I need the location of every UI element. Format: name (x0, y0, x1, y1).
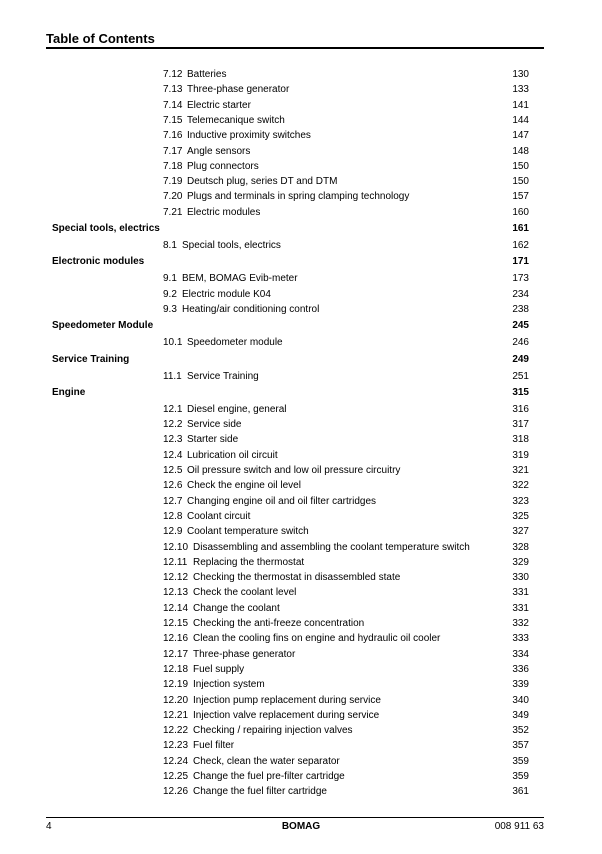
toc-entry-number: 9.2 (163, 288, 177, 300)
toc-entry[interactable] (0, 160, 602, 174)
toc-page-number: 333 (512, 633, 529, 645)
toc-chapter-title: Electronic modules (52, 256, 145, 268)
toc-entry-number: 11.1 (163, 370, 182, 382)
toc-entry-title: Clean the cooling fins on engine and hydraulic oil cooler (193, 633, 441, 645)
toc-entry-number: 7.17 (163, 145, 183, 157)
toc-page-number: 148 (512, 145, 529, 157)
toc-entry-title: Change the fuel pre-filter cartridge (193, 771, 345, 782)
toc-entry[interactable] (0, 303, 602, 317)
toc-entry-title: Replacing the thermostat (193, 556, 305, 568)
toc-entry-number: 9.3 (163, 303, 177, 315)
toc-entry-number: 12.10 (163, 541, 189, 553)
toc-page-number: 246 (512, 337, 529, 349)
toc-entry-title: Check the engine oil level (187, 480, 301, 492)
toc-entry-number: 7.12 (163, 69, 183, 80)
toc-entry[interactable] (0, 479, 602, 493)
toc-page-number: 334 (512, 648, 529, 660)
toc-entry-number: 7.16 (163, 130, 183, 142)
toc-entry-number: 12.13 (163, 587, 189, 599)
toc-page-number: 323 (512, 495, 529, 507)
toc-entry-number: 12.19 (163, 679, 189, 691)
toc-entry-title: Disassembling and assembling the coolant temperature switch (193, 541, 470, 553)
toc-entry-number: 12.7 (163, 495, 183, 507)
toc-entry[interactable] (0, 678, 602, 692)
toc-entry-number: 7.21 (163, 206, 183, 218)
toc-page-number: 327 (512, 526, 529, 538)
toc-entry[interactable] (0, 68, 602, 82)
toc-entry-title: Lubrication oil circuit (187, 449, 278, 461)
toc-entry-number: 12.9 (163, 526, 183, 538)
toc-entry[interactable] (0, 739, 602, 753)
toc-entry-number: 9.1 (163, 273, 177, 285)
toc-entry[interactable] (0, 83, 602, 97)
toc-entry-number: 7.18 (163, 160, 183, 172)
toc-page-number: 318 (512, 434, 529, 446)
toc-entry-title: Three-phase generator (187, 84, 290, 96)
toc-entry-title: Coolant temperature switch (187, 526, 309, 538)
toc-page-number: 332 (512, 618, 529, 629)
toc-page-number: 339 (512, 679, 529, 691)
toc-page-number: 150 (512, 176, 529, 188)
toc-entry[interactable] (0, 175, 602, 189)
toc-entry-number: 12.26 (163, 786, 189, 798)
toc-entry[interactable] (0, 663, 602, 677)
toc-entry[interactable] (0, 418, 602, 432)
toc-chapter[interactable] (0, 386, 602, 400)
toc-entry-title: Three-phase generator (193, 648, 296, 660)
toc-entry-number: 12.17 (163, 648, 189, 660)
toc-page-number: 238 (512, 303, 529, 315)
toc-page-number: 357 (512, 740, 529, 752)
toc-entry[interactable] (0, 206, 602, 220)
toc-entry-title: Fuel filter (193, 740, 235, 752)
toc-entry-title: Oil pressure switch and low oil pressure circuitry (187, 465, 401, 476)
toc-page-number: 161 (512, 223, 529, 234)
toc-entry-title: Electric modules (187, 206, 261, 218)
toc-page-number: 328 (512, 541, 529, 553)
toc-page-number: 352 (512, 725, 529, 737)
toc-entry-number: 7.13 (163, 84, 183, 96)
toc-entry-title: Inductive proximity switches (187, 130, 311, 142)
toc-entry[interactable] (0, 709, 602, 723)
toc-entry[interactable] (0, 525, 602, 539)
toc-entry-number: 12.15 (163, 618, 189, 629)
toc-entry[interactable] (0, 336, 602, 350)
toc-entry[interactable] (0, 724, 602, 738)
footer-rule (46, 817, 544, 818)
toc-entry[interactable] (0, 449, 602, 463)
toc-entry[interactable] (0, 370, 602, 384)
toc-entry[interactable] (0, 190, 602, 204)
toc-entry-number: 12.24 (163, 755, 189, 767)
toc-page-number: 329 (512, 556, 529, 568)
toc-page-number: 249 (512, 353, 529, 365)
toc-entry-title: Injection valve replacement during service (193, 709, 380, 721)
toc-entry-number: 12.20 (163, 694, 189, 706)
toc-page-number: 147 (512, 130, 529, 142)
toc-page-number: 321 (512, 465, 529, 476)
toc-entry-title: Checking the anti-freeze concentration (193, 618, 365, 629)
toc-entry-title: Service side (187, 419, 242, 431)
toc-entry-title: Batteries (187, 69, 227, 80)
toc-entry-number: 8.1 (163, 240, 177, 251)
toc-entry-number: 12.22 (163, 725, 189, 737)
toc-page-number: 245 (512, 320, 529, 332)
toc-entry-number: 7.15 (163, 114, 183, 126)
toc-entry[interactable] (0, 510, 602, 524)
toc-entry[interactable] (0, 785, 602, 799)
toc-page-number: 319 (512, 449, 529, 461)
toc-entry[interactable] (0, 632, 602, 646)
toc-page-number: 315 (512, 386, 529, 398)
toc-page-number: 234 (512, 288, 529, 300)
toc-page-number: 157 (512, 191, 529, 203)
toc-page-number: 361 (512, 786, 529, 798)
toc-entry-number: 12.1 (163, 403, 183, 415)
toc-entry-title: Change the fuel filter cartridge (193, 786, 327, 798)
toc-entry-title: Special tools, electrics (182, 240, 281, 251)
toc-page-number: 173 (512, 273, 529, 285)
toc-entry-title: Telemecanique switch (187, 114, 285, 126)
toc-entry-title: Starter side (187, 434, 239, 446)
toc-entry[interactable] (0, 99, 602, 113)
toc-entry-title: Plugs and terminals in spring clamping technology (187, 191, 410, 203)
toc-entry-number: 12.18 (163, 663, 189, 675)
toc-entry-title: Deutsch plug, series DT and DTM (187, 176, 338, 188)
toc-page-number: 316 (512, 403, 529, 415)
toc-entry-number: 12.12 (163, 572, 189, 584)
toc-entry-number: 7.20 (163, 191, 183, 203)
toc-page-number: 359 (512, 771, 529, 782)
toc-page-number: 359 (512, 755, 529, 767)
toc-entry-title: Heating/air conditioning control (182, 303, 320, 315)
toc-entry-title: Checking the thermostat in disassembled state (193, 572, 401, 584)
toc-entry-title: BEM, BOMAG Evib-meter (182, 273, 298, 285)
toc-entry[interactable] (0, 433, 602, 447)
footer-brand: BOMAG (281, 821, 321, 832)
toc-chapter-title: Speedometer Module (52, 320, 154, 332)
toc-chapter[interactable] (0, 319, 602, 333)
toc-entry-number: 7.19 (163, 176, 183, 188)
footer-page-number: 4 (46, 821, 52, 832)
toc-entry-title: Electric module K04 (182, 288, 271, 300)
toc-entry-title: Electric starter (187, 99, 251, 111)
toc-entry-number: 12.21 (163, 709, 189, 721)
toc-entry[interactable] (0, 617, 602, 631)
page-title: Table of Contents (46, 31, 155, 46)
toc-page-number: 171 (512, 256, 529, 268)
toc-entry-number: 12.6 (163, 480, 183, 492)
toc-entry-title: Injection pump replacement during service (193, 694, 381, 706)
toc-page-number: 349 (512, 709, 529, 721)
toc-entry[interactable] (0, 556, 602, 570)
toc-entry-number: 7.14 (163, 99, 183, 111)
toc-entry[interactable] (0, 403, 602, 417)
toc-entry-title: Change the coolant (193, 602, 280, 614)
toc-entry-title: Injection system (193, 679, 265, 691)
toc-entry-number: 12.5 (163, 465, 183, 476)
toc-page-number: 141 (512, 99, 529, 111)
toc-entry-number: 12.8 (163, 510, 183, 522)
toc-entry[interactable] (0, 239, 602, 253)
toc-entry-title: Check, clean the water separator (193, 755, 340, 767)
toc-entry-title: Changing engine oil and oil filter cartridges (187, 495, 377, 507)
toc-entry[interactable] (0, 145, 602, 159)
toc-page-number: 336 (512, 663, 529, 675)
toc-entry-title: Coolant circuit (187, 510, 251, 522)
toc-entry[interactable] (0, 770, 602, 784)
toc-entry[interactable] (0, 586, 602, 600)
toc-page-number: 331 (512, 587, 529, 599)
toc-chapter[interactable] (0, 222, 602, 236)
toc-entry-number: 12.23 (163, 740, 189, 752)
toc-page-number: 130 (512, 69, 529, 80)
toc-chapter[interactable] (0, 353, 602, 367)
toc-entry-title: Diesel engine, general (187, 403, 287, 415)
toc-page-number: 317 (512, 419, 529, 431)
toc-page-number: 322 (512, 480, 529, 492)
toc-entry-number: 12.4 (163, 449, 183, 461)
toc-page-number: 325 (512, 510, 529, 522)
toc-entry-title: Fuel supply (193, 663, 245, 675)
toc-chapter[interactable] (0, 255, 602, 269)
toc-chapter-title: Service Training (52, 353, 130, 365)
toc-entry[interactable] (0, 541, 602, 555)
toc-entry[interactable] (0, 571, 602, 585)
toc-page-number: 331 (512, 602, 529, 614)
toc-entry-title: Speedometer module (187, 337, 283, 349)
toc-entry[interactable] (0, 495, 602, 509)
toc-page-number: 340 (512, 694, 529, 706)
toc-entry[interactable] (0, 755, 602, 769)
toc-entry-title: Plug connectors (187, 160, 259, 172)
toc-entry-number: 12.25 (163, 771, 189, 782)
toc-entry-number: 12.16 (163, 633, 189, 645)
toc-chapter-title: Engine (52, 386, 86, 398)
toc-entry[interactable] (0, 114, 602, 128)
toc-entry-title: Service Training (187, 370, 259, 382)
toc-entry[interactable] (0, 602, 602, 616)
toc-entry[interactable] (0, 648, 602, 662)
toc-page-number: 330 (512, 572, 529, 584)
toc-page-number: 251 (512, 370, 529, 382)
toc-entry[interactable] (0, 464, 602, 478)
toc-chapter-title: Special tools, electrics (52, 223, 160, 234)
toc-entry[interactable] (0, 288, 602, 302)
toc-page-number: 160 (512, 206, 529, 218)
toc-entry-number: 12.14 (163, 602, 189, 614)
toc-page-number: 150 (512, 160, 529, 172)
toc-entry-number: 10.1 (163, 337, 183, 349)
toc-entry-number: 12.11 (163, 556, 188, 568)
toc-entry[interactable] (0, 272, 602, 286)
toc-entry-number: 12.3 (163, 434, 183, 446)
toc-page-number: 162 (512, 240, 529, 251)
toc-entry[interactable] (0, 694, 602, 708)
toc-entry-title: Checking / repairing injection valves (193, 725, 353, 737)
toc-entry-title: Angle sensors (187, 145, 251, 157)
toc-entry-title: Check the coolant level (193, 587, 297, 599)
footer-doc-number: 008 911 63 (494, 821, 544, 832)
toc-page-number: 144 (512, 114, 529, 126)
toc-page-number: 133 (512, 84, 529, 96)
toc-entry[interactable] (0, 129, 602, 143)
toc-entry-number: 12.2 (163, 419, 183, 431)
